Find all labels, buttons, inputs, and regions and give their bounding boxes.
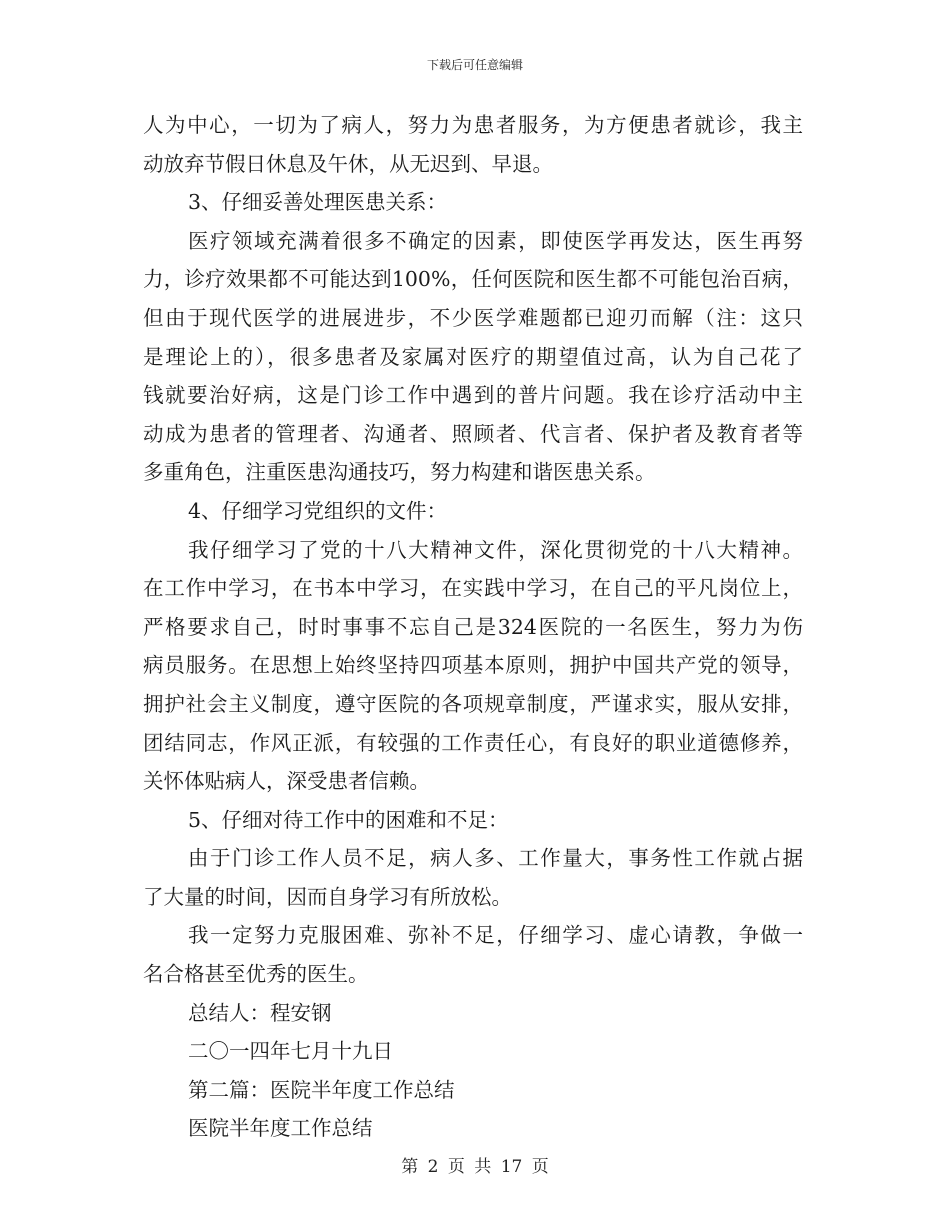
text-line: 我一定努力克服困难、弥补不足，仔细学习、虚心请教，争做一 bbox=[188, 923, 803, 948]
text-line: 由于门诊工作人员不足，病人多、工作量大，事务性工作就占据 bbox=[188, 846, 803, 871]
text-line: 3、仔细妥善处理医患关系： bbox=[188, 190, 448, 215]
text-line: 动成为患者的管理者、沟通者、照顾者、代言者、保护者及教育者等 bbox=[143, 421, 803, 446]
text-line: 关怀体贴病人，深受患者信赖。 bbox=[143, 769, 430, 794]
text-line: 医疗领域充满着很多不确定的因素，即使医学再发达，医生再努 bbox=[188, 228, 803, 253]
text-line: 名合格甚至优秀的医生。 bbox=[143, 962, 369, 987]
text-line: 钱就要治好病，这是门诊工作中遇到的普片问题。我在诊疗活动中主 bbox=[143, 383, 803, 408]
text-line: 医院半年度工作总结 bbox=[188, 1116, 373, 1141]
text-line: 但由于现代医学的进展进步，不少医学难题都已迎刃而解（注：这只 bbox=[143, 305, 803, 330]
page-header: 下载后可任意编辑 bbox=[426, 58, 523, 72]
text-line: 第二篇：医院半年度工作总结 bbox=[188, 1077, 455, 1102]
text-line: 病员服务。在思想上始终坚持四项基本原则，拥护中国共产党的领导， bbox=[143, 653, 803, 678]
text-line: 多重角色，注重医患沟通技巧，努力构建和谐医患关系。 bbox=[143, 460, 656, 485]
text-line: 了大量的时间，因而自身学习有所放松。 bbox=[143, 884, 512, 909]
text-line: 我仔细学习了党的十八大精神文件，深化贯彻党的十八大精神。 bbox=[188, 537, 803, 562]
page-footer: 第 2 页 共 17 页 bbox=[401, 1157, 549, 1177]
document-body bbox=[143, 106, 803, 1148]
text-line: 严格要求自己，时时事事不忘自己是324医院的一名医生，努力为伤 bbox=[143, 614, 803, 639]
text-line: 力，诊疗效果都不可能达到100%，任何医院和医生都不可能包治百病， bbox=[143, 267, 803, 292]
text-line: 总结人：程安钢 bbox=[188, 1000, 332, 1025]
text-line: 团结同志，作风正派，有较强的工作责任心，有良好的职业道德修养， bbox=[143, 730, 803, 755]
text-line: 拥护社会主义制度，遵守医院的各项规章制度，严谨求实，服从安排， bbox=[143, 691, 803, 716]
text-line: 5、仔细对待工作中的困难和不足： bbox=[188, 807, 509, 832]
text-line: 是理论上的），很多患者及家属对医疗的期望值过高，认为自己花了 bbox=[143, 344, 803, 369]
text-line: 动放弃节假日休息及午休，从无迟到、早退。 bbox=[143, 151, 553, 176]
text-line: 人为中心，一切为了病人，努力为患者服务，为方便患者就诊，我主 bbox=[143, 113, 803, 137]
text-line: 在工作中学习，在书本中学习，在实践中学习，在自己的平凡岗位上， bbox=[143, 576, 803, 601]
text-line: 二〇一四年七月十九日 bbox=[188, 1039, 393, 1064]
text-line: 4、仔细学习党组织的文件： bbox=[188, 498, 448, 523]
